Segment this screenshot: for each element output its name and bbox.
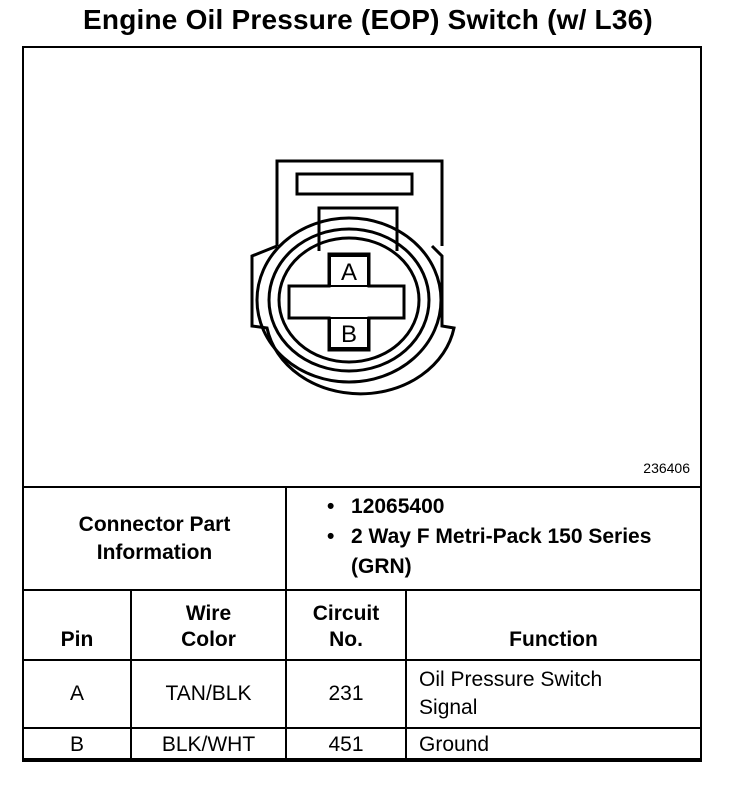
connector-info-label: Connector Part Information bbox=[23, 487, 286, 590]
table-header-row bbox=[23, 590, 701, 660]
pin-b-label: B bbox=[340, 321, 358, 348]
header-wire-color: Wire Color bbox=[131, 590, 286, 660]
cell-circuit: 231 bbox=[286, 660, 406, 728]
table-row bbox=[23, 660, 701, 728]
pin-a-label: A bbox=[340, 259, 358, 286]
cell-circuit: 451 bbox=[286, 728, 406, 761]
list-item bbox=[327, 492, 692, 522]
connector-type: 2 Way F Metri-Pack 150 Series (GRN) bbox=[351, 525, 652, 578]
cell-function: Oil Pressure Switch Signal bbox=[406, 660, 701, 728]
connector-info-values bbox=[286, 487, 701, 590]
cell-wire-color: TAN/BLK bbox=[131, 660, 286, 728]
page-title: Engine Oil Pressure (EOP) Switch (w/ L36) bbox=[83, 4, 653, 35]
cell-pin: A bbox=[23, 660, 131, 728]
header-function: Function bbox=[406, 590, 701, 660]
part-number: 12065400 bbox=[351, 495, 445, 518]
list-item bbox=[327, 522, 692, 582]
cell-wire-color: BLK/WHT bbox=[131, 728, 286, 761]
cell-pin: B bbox=[23, 728, 131, 761]
figure-number: 236406 bbox=[643, 460, 690, 476]
table-row bbox=[23, 728, 701, 761]
bullet-icon: • bbox=[327, 525, 335, 548]
connector-info-row bbox=[23, 487, 701, 590]
bullet-icon: • bbox=[327, 495, 335, 518]
connector-table bbox=[22, 486, 702, 762]
header-circuit-no: Circuit No. bbox=[286, 590, 406, 660]
cell-function: Ground bbox=[406, 728, 701, 761]
header-pin: Pin bbox=[23, 590, 131, 660]
